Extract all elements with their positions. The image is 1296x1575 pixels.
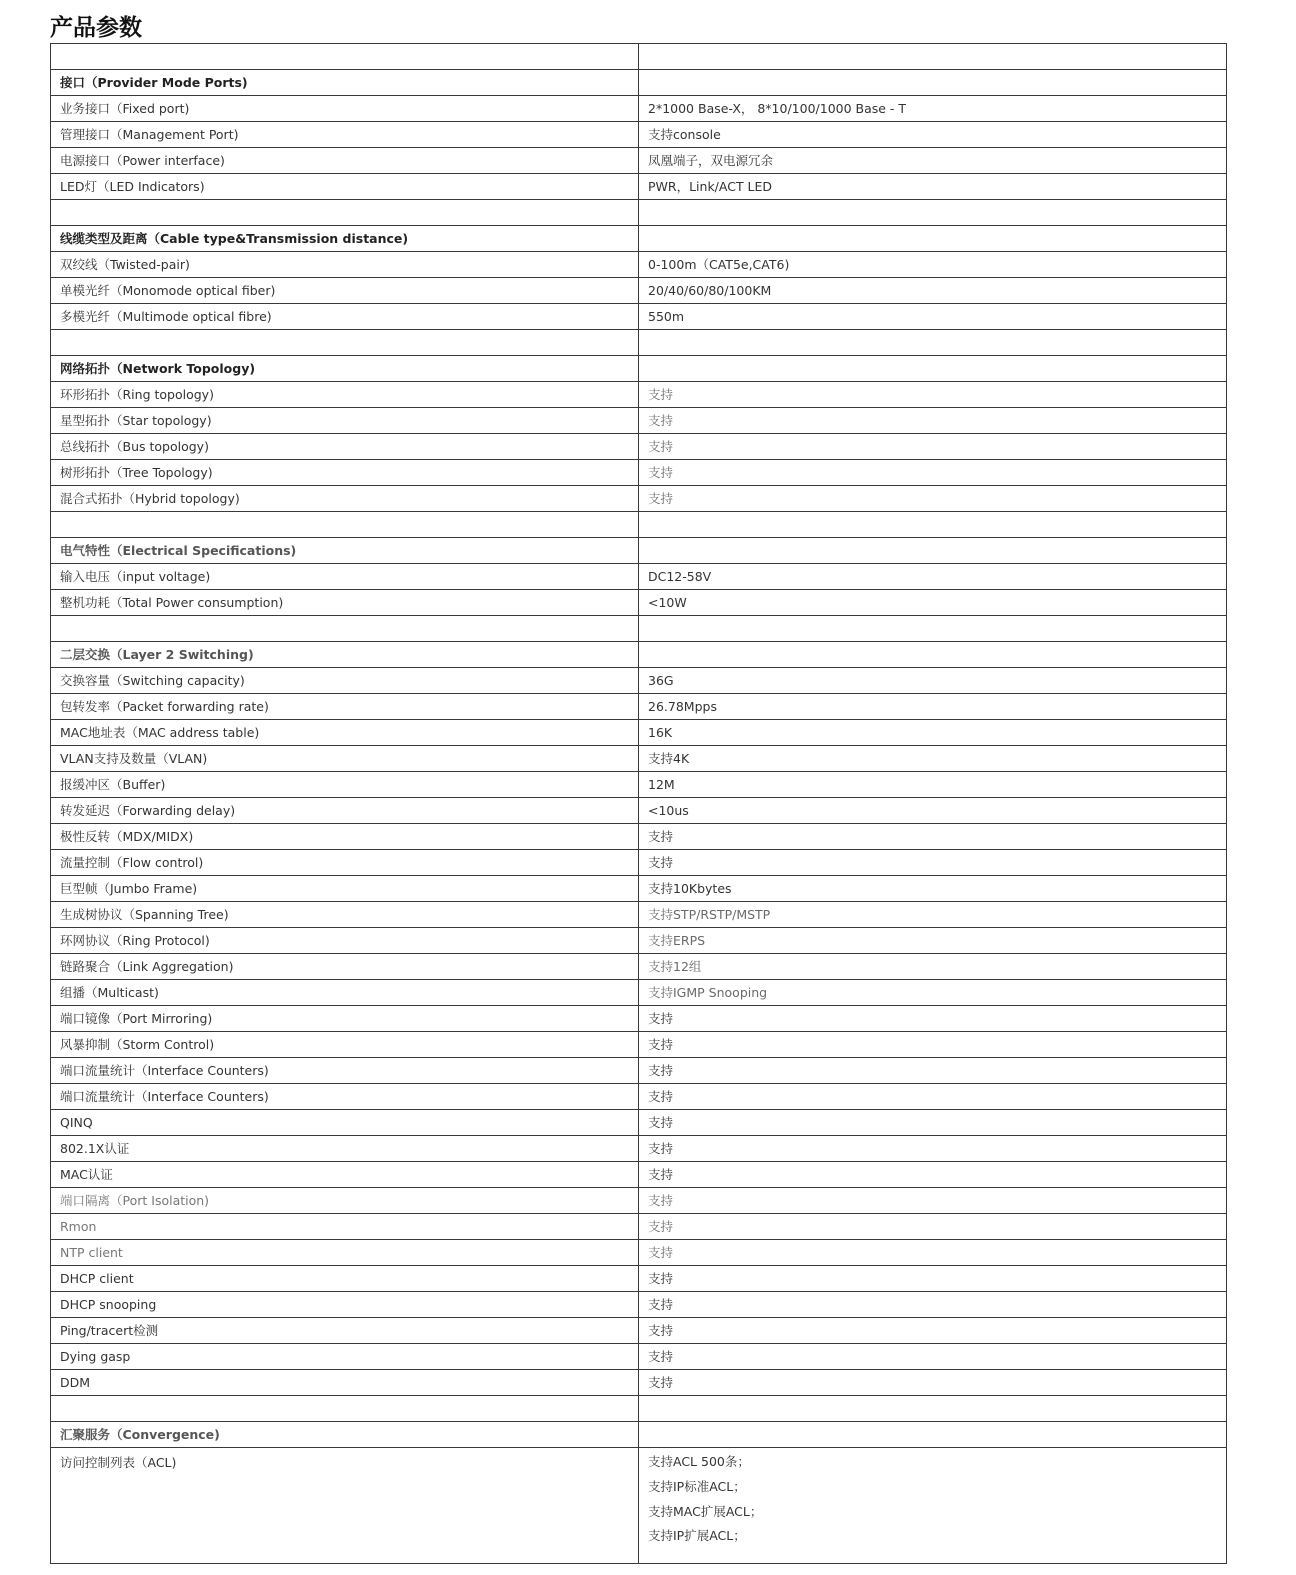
param-value: 支持 xyxy=(639,434,1227,460)
param-label: 混合式拓扑（Hybrid topology) xyxy=(51,486,639,512)
param-value: 支持 xyxy=(639,1318,1227,1344)
param-value: 支持 xyxy=(639,1240,1227,1266)
section-title: 网络拓扑（Network Topology) xyxy=(51,356,639,382)
table-row xyxy=(51,1006,1227,1032)
param-label: 链路聚合（Link Aggregation) xyxy=(51,954,639,980)
param-label: MAC认证 xyxy=(51,1162,639,1188)
param-value: 支持 xyxy=(639,1266,1227,1292)
param-label: Rmon xyxy=(51,1214,639,1240)
table-row xyxy=(51,1214,1227,1240)
param-label: 端口流量统计（Interface Counters) xyxy=(51,1084,639,1110)
section-header-topology xyxy=(51,356,1227,382)
acl-line: 支持IP标准ACL； xyxy=(648,1478,746,1494)
spacer-row xyxy=(51,1396,1227,1422)
table-row xyxy=(51,1318,1227,1344)
param-label: 双绞线（Twisted-pair) xyxy=(51,252,639,278)
param-label: 电源接口（Power interface) xyxy=(51,148,639,174)
param-label: VLAN支持及数量（VLAN) xyxy=(51,746,639,772)
param-label: NTP client xyxy=(51,1240,639,1266)
param-value: 支持 xyxy=(639,486,1227,512)
param-value: 凤凰端子，双电源冗余 xyxy=(639,148,1227,174)
table-row xyxy=(51,954,1227,980)
table-row xyxy=(51,408,1227,434)
table-row xyxy=(51,96,1227,122)
spacer-row xyxy=(51,44,1227,70)
table-row xyxy=(51,824,1227,850)
param-label: LED灯（LED Indicators) xyxy=(51,174,639,200)
param-label: Dying gasp xyxy=(51,1344,639,1370)
section-title: 接口（Provider Mode Ports) xyxy=(51,70,639,96)
param-label: DDM xyxy=(51,1370,639,1396)
param-value: 支持STP/RSTP/MSTP xyxy=(639,902,1227,928)
param-value: 20/40/60/80/100KM xyxy=(639,278,1227,304)
param-value: 16K xyxy=(639,720,1227,746)
param-value: 支持ERPS xyxy=(639,928,1227,954)
param-value: 支持 xyxy=(639,1058,1227,1084)
param-value: 550m xyxy=(639,304,1227,330)
param-value: 支持 xyxy=(639,408,1227,434)
param-value: 支持 xyxy=(639,1084,1227,1110)
section-title: 汇聚服务（Convergence) xyxy=(51,1422,639,1448)
table-row xyxy=(51,304,1227,330)
param-label: 输入电压（input voltage) xyxy=(51,564,639,590)
param-label: 风暴抑制（Storm Control) xyxy=(51,1032,639,1058)
param-value: <10us xyxy=(639,798,1227,824)
param-label: 业务接口（Fixed port) xyxy=(51,96,639,122)
param-value: 12M xyxy=(639,772,1227,798)
section-header-convergence xyxy=(51,1422,1227,1448)
spacer-row xyxy=(51,616,1227,642)
section-title: 二层交换（Layer 2 Switching) xyxy=(51,642,639,668)
param-label: 单模光纤（Monomode optical fiber) xyxy=(51,278,639,304)
param-label: 交换容量（Switching capacity) xyxy=(51,668,639,694)
param-value: 26.78Mpps xyxy=(639,694,1227,720)
table-row xyxy=(51,902,1227,928)
acl-line: 支持ACL 500条； xyxy=(648,1454,750,1469)
section-title: 电气特性（Electrical Specifications) xyxy=(51,538,639,564)
param-label: 环网协议（Ring Protocol) xyxy=(51,928,639,954)
param-value: 支持 xyxy=(639,1344,1227,1370)
param-label: 包转发率（Packet forwarding rate) xyxy=(51,694,639,720)
table-row xyxy=(51,1292,1227,1318)
param-value: 支持 xyxy=(639,1110,1227,1136)
section-header-cable xyxy=(51,226,1227,252)
param-value: PWR，Link/ACT LED xyxy=(639,174,1227,200)
acl-line: 支持MAC扩展ACL； xyxy=(648,1503,763,1519)
spacer-row xyxy=(51,330,1227,356)
param-label: 访问控制列表（ACL) xyxy=(51,1448,639,1564)
param-value: <10W xyxy=(639,590,1227,616)
table-row xyxy=(51,252,1227,278)
param-label: 树形拓扑（Tree Topology) xyxy=(51,460,639,486)
table-row xyxy=(51,1084,1227,1110)
section-header-electrical xyxy=(51,538,1227,564)
table-row xyxy=(51,1058,1227,1084)
table-row xyxy=(51,746,1227,772)
spacer-row xyxy=(51,200,1227,226)
page-title: 产品参数 xyxy=(50,15,142,41)
param-value: 支持 xyxy=(639,1370,1227,1396)
table-row xyxy=(51,694,1227,720)
table-row xyxy=(51,772,1227,798)
table-row xyxy=(51,850,1227,876)
param-label: 环形拓扑（Ring topology) xyxy=(51,382,639,408)
param-value: 36G xyxy=(639,668,1227,694)
table-row xyxy=(51,590,1227,616)
table-row xyxy=(51,278,1227,304)
param-value: 支持 xyxy=(639,382,1227,408)
param-label: 端口流量统计（Interface Counters) xyxy=(51,1058,639,1084)
param-value: 0-100m（CAT5e,CAT6) xyxy=(639,252,1227,278)
table-row xyxy=(51,434,1227,460)
table-row xyxy=(51,1136,1227,1162)
param-label: 整机功耗（Total Power consumption) xyxy=(51,590,639,616)
table-row xyxy=(51,1370,1227,1396)
table-row xyxy=(51,1032,1227,1058)
table-row xyxy=(51,980,1227,1006)
table-row xyxy=(51,1162,1227,1188)
param-label: 生成树协议（Spanning Tree) xyxy=(51,902,639,928)
table-row xyxy=(51,876,1227,902)
param-label: 转发延迟（Forwarding delay) xyxy=(51,798,639,824)
table-row xyxy=(51,1448,1227,1564)
param-value: 支持 xyxy=(639,824,1227,850)
param-label: Ping/tracert检测 xyxy=(51,1318,639,1344)
table-row xyxy=(51,460,1227,486)
param-value: 支持 xyxy=(639,1214,1227,1240)
param-value: 支持 xyxy=(639,1032,1227,1058)
param-value: 支持12组 xyxy=(639,954,1227,980)
table-row xyxy=(51,928,1227,954)
param-label: 管理接口（Management Port) xyxy=(51,122,639,148)
param-value: 支持 xyxy=(639,460,1227,486)
param-value: 支持4K xyxy=(639,746,1227,772)
param-label: 802.1X认证 xyxy=(51,1136,639,1162)
table-row xyxy=(51,1110,1227,1136)
table-row xyxy=(51,1188,1227,1214)
param-value xyxy=(639,1448,1227,1564)
table-row xyxy=(51,798,1227,824)
table-row xyxy=(51,174,1227,200)
table-row xyxy=(51,564,1227,590)
param-label: 多模光纤（Multimode optical fibre) xyxy=(51,304,639,330)
param-label: 端口隔离（Port Isolation) xyxy=(51,1188,639,1214)
param-label: MAC地址表（MAC address table) xyxy=(51,720,639,746)
param-label: QINQ xyxy=(51,1110,639,1136)
table-row xyxy=(51,122,1227,148)
section-title: 线缆类型及距离（Cable type&Transmission distance) xyxy=(51,226,639,252)
table-row xyxy=(51,148,1227,174)
param-value: 支持 xyxy=(639,850,1227,876)
param-label: 流量控制（Flow control) xyxy=(51,850,639,876)
param-label: DHCP snooping xyxy=(51,1292,639,1318)
param-value: 支持console xyxy=(639,122,1227,148)
param-value: 支持 xyxy=(639,1162,1227,1188)
param-label: 端口镜像（Port Mirroring) xyxy=(51,1006,639,1032)
acl-line: 支持IP扩展ACL； xyxy=(648,1528,746,1544)
param-value: 支持 xyxy=(639,1188,1227,1214)
param-label: 极性反转（MDX/MIDX) xyxy=(51,824,639,850)
param-value: 支持 xyxy=(639,1292,1227,1318)
section-header-layer2 xyxy=(51,642,1227,668)
table-row xyxy=(51,486,1227,512)
table-row xyxy=(51,1266,1227,1292)
param-value: 支持 xyxy=(639,1006,1227,1032)
param-label: 组播（Multicast) xyxy=(51,980,639,1006)
param-value: DC12-58V xyxy=(639,564,1227,590)
table-row xyxy=(51,1344,1227,1370)
param-value: 支持 xyxy=(639,1136,1227,1162)
param-value: 支持10Kbytes xyxy=(639,876,1227,902)
param-label: 报缓冲区（Buffer) xyxy=(51,772,639,798)
param-label: 星型拓扑（Star topology) xyxy=(51,408,639,434)
param-label: 巨型帧（Jumbo Frame) xyxy=(51,876,639,902)
table-row xyxy=(51,720,1227,746)
table-row xyxy=(51,668,1227,694)
param-value: 支持IGMP Snooping xyxy=(639,980,1227,1006)
table-row xyxy=(51,382,1227,408)
param-label: DHCP client xyxy=(51,1266,639,1292)
spacer-row xyxy=(51,512,1227,538)
section-header-ports xyxy=(51,70,1227,96)
param-value: 2*1000 Base-X， 8*10/100/1000 Base - T xyxy=(639,96,1227,122)
spec-table xyxy=(50,43,1227,1564)
param-label: 总线拓扑（Bus topology) xyxy=(51,434,639,460)
table-row xyxy=(51,1240,1227,1266)
